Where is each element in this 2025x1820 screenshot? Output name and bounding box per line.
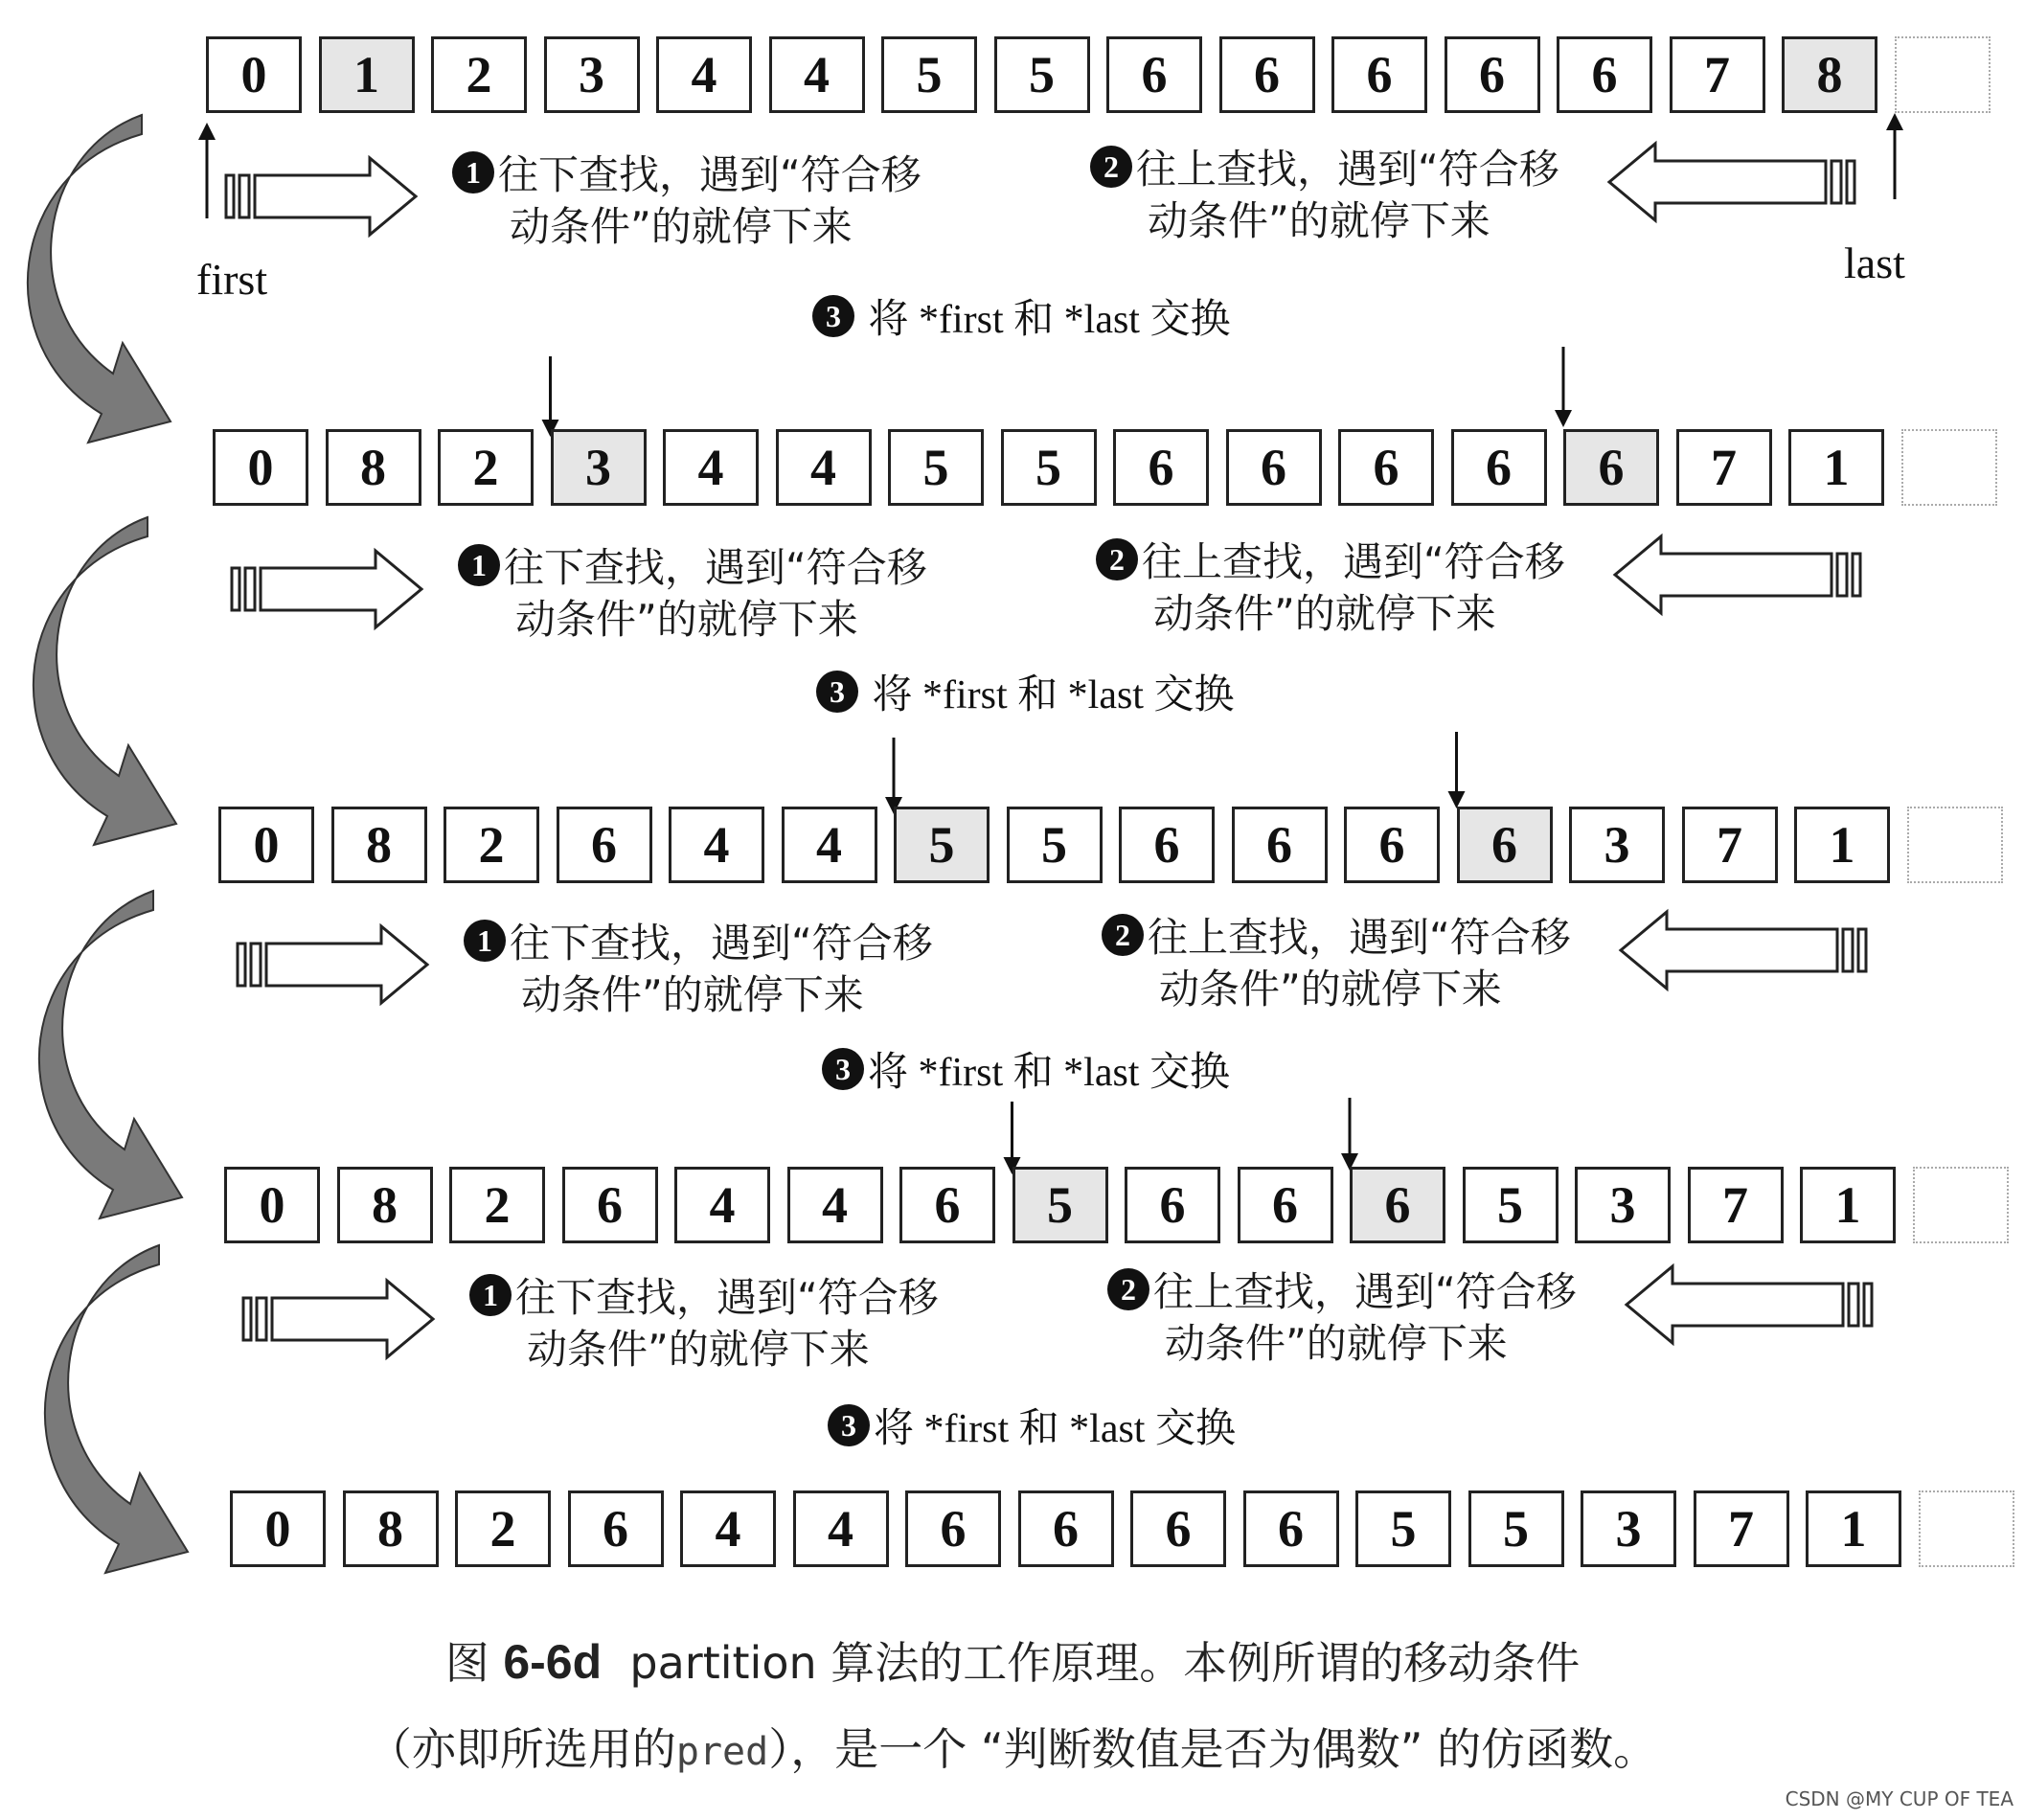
array-cell: 4 <box>669 807 764 883</box>
array-cell: 6 <box>1130 1490 1226 1567</box>
array-cell: 5 <box>888 429 984 506</box>
array-cell: 5 <box>1355 1490 1451 1567</box>
step1-line2: 动条件”的就停下来 <box>515 596 858 643</box>
step1-line1: 往下查找，遇到“符合移 <box>510 920 933 967</box>
up-pointer-icon <box>198 123 216 140</box>
array-cell: 5 <box>994 36 1090 113</box>
left-arrow-icon <box>1615 536 1860 613</box>
step1-note <box>469 1272 939 1376</box>
array-cell: 5 <box>1007 807 1103 883</box>
array-cell: 8 <box>1782 36 1877 113</box>
caption-fig-prefix: 图 <box>444 1637 489 1689</box>
array-end-slot <box>1895 36 1991 113</box>
step2-line1: 往上查找，遇到“符合移 <box>1148 914 1571 961</box>
badge-2: 2 <box>1096 538 1138 580</box>
array-cell: 0 <box>218 807 314 883</box>
step1-note <box>452 149 921 253</box>
array-cell: 6 <box>1113 429 1209 506</box>
step3-note <box>816 671 1234 720</box>
step3-text: 将 *first 和 *last 交换 <box>868 298 1231 342</box>
step3-note <box>822 1048 1230 1098</box>
badge-2: 2 <box>1107 1268 1149 1310</box>
step2-note <box>1107 1266 1577 1370</box>
array-end-slot <box>1913 1167 2009 1243</box>
array-cell: 5 <box>1012 1167 1108 1243</box>
array-cell: 1 <box>1800 1167 1896 1243</box>
array-cell: 6 <box>1238 1167 1333 1243</box>
curved-flow-arrow-icon <box>45 1245 188 1573</box>
left-arrow-icon <box>1627 1266 1872 1343</box>
array-cell: 6 <box>568 1490 664 1567</box>
array-cell: 4 <box>769 36 865 113</box>
caption-line1: partition 算法的工作原理。本例所谓的移动条件 <box>629 1637 1581 1689</box>
array-cell: 6 <box>1226 429 1322 506</box>
step3-text: 将 *first 和 *last 交换 <box>874 1407 1236 1451</box>
badge-2: 2 <box>1090 146 1132 188</box>
array-cell: 4 <box>782 807 877 883</box>
array-cell: 2 <box>438 429 534 506</box>
array-cell: 6 <box>1350 1167 1445 1243</box>
array-cell: 6 <box>1457 807 1553 883</box>
caption-line2-a: （亦即所选用的 <box>367 1723 676 1775</box>
left-arrow-icon <box>1621 912 1866 989</box>
step1-note <box>464 918 933 1021</box>
array-cell: 2 <box>449 1167 545 1243</box>
step2-note <box>1102 912 1571 1015</box>
array-cell: 6 <box>557 807 652 883</box>
array-cell: 4 <box>793 1490 889 1567</box>
array-cell: 2 <box>455 1490 551 1567</box>
array-cell: 4 <box>776 429 872 506</box>
badge-1: 1 <box>464 920 506 962</box>
right-arrow-icon <box>238 926 427 1003</box>
array-cell: 4 <box>656 36 752 113</box>
array-cell: 6 <box>1106 36 1202 113</box>
step2-line2: 动条件”的就停下来 <box>1153 590 1496 637</box>
badge-1: 1 <box>458 544 500 586</box>
array-cell: 6 <box>1338 429 1434 506</box>
badge-1: 1 <box>452 151 494 193</box>
array-cell: 3 <box>1581 1490 1676 1567</box>
badge-1: 1 <box>469 1274 512 1316</box>
array-cell: 7 <box>1688 1167 1784 1243</box>
step3-text: 将 *first 和 *last 交换 <box>868 1051 1230 1095</box>
left-arrow-icon <box>1609 144 1854 220</box>
array-cell: 5 <box>1001 429 1097 506</box>
array-cell: 1 <box>1788 429 1884 506</box>
step1-line1: 往下查找，遇到“符合移 <box>504 544 927 591</box>
array-cell: 6 <box>1119 807 1215 883</box>
badge-3: 3 <box>828 1404 870 1446</box>
curved-flow-arrow-icon <box>34 517 176 845</box>
curved-flow-arrow-icon <box>28 115 171 443</box>
array-cell: 6 <box>1331 36 1427 113</box>
array-cell: 1 <box>1794 807 1890 883</box>
array-cell: 3 <box>1575 1167 1671 1243</box>
watermark-credit: CSDN @MY CUP OF TEA <box>1785 1787 2014 1810</box>
step1-line2: 动条件”的就停下来 <box>521 971 864 1018</box>
array-cell: 0 <box>213 429 308 506</box>
right-arrow-icon <box>232 551 421 627</box>
array-cell: 2 <box>444 807 539 883</box>
array-end-slot <box>1901 429 1997 506</box>
badge-3: 3 <box>812 295 854 337</box>
array-cell: 6 <box>899 1167 995 1243</box>
array-cell: 7 <box>1694 1490 1789 1567</box>
array-cell: 6 <box>1445 36 1540 113</box>
array-cell: 6 <box>1219 36 1315 113</box>
array-cell: 8 <box>337 1167 433 1243</box>
array-cell: 1 <box>319 36 415 113</box>
badge-3: 3 <box>822 1048 864 1090</box>
array-cell: 0 <box>206 36 302 113</box>
array-cell: 4 <box>787 1167 883 1243</box>
step1-line2: 动条件”的就停下来 <box>527 1326 870 1373</box>
figure-caption-line1 <box>0 1628 2025 1692</box>
array-cell: 0 <box>224 1167 320 1243</box>
array-cell: 6 <box>1557 36 1652 113</box>
right-arrow-icon <box>243 1281 433 1357</box>
step1-note <box>458 542 927 646</box>
caption-fig-number: 6-6d <box>503 1635 603 1689</box>
step2-line2: 动条件”的就停下来 <box>1165 1320 1508 1367</box>
array-cell: 2 <box>431 36 527 113</box>
array-cell: 5 <box>1463 1167 1559 1243</box>
array-cell: 4 <box>663 429 759 506</box>
right-arrow-icon <box>226 158 416 235</box>
array-cell: 6 <box>905 1490 1001 1567</box>
array-cell: 5 <box>881 36 977 113</box>
step2-line2: 动条件”的就停下来 <box>1159 966 1502 1012</box>
step2-note <box>1090 144 1559 247</box>
step1-line1: 往下查找，遇到“符合移 <box>498 151 921 198</box>
array-cell: 7 <box>1670 36 1765 113</box>
step2-line1: 往上查找，遇到“符合移 <box>1153 1268 1577 1315</box>
step2-note <box>1096 536 1565 640</box>
array-cell: 8 <box>331 807 427 883</box>
step2-line2: 动条件”的就停下来 <box>1148 197 1490 244</box>
first-label: first <box>196 255 268 304</box>
array-cell: 6 <box>1232 807 1328 883</box>
last-label: last <box>1844 239 1905 287</box>
curved-flow-arrow-icon <box>39 891 182 1218</box>
array-end-slot <box>1907 807 2003 883</box>
step1-line1: 往下查找，遇到“符合移 <box>515 1274 939 1321</box>
array-cell: 6 <box>1125 1167 1220 1243</box>
array-cell: 6 <box>1243 1490 1339 1567</box>
array-cell: 4 <box>680 1490 776 1567</box>
step3-note <box>812 295 1230 345</box>
array-cell: 1 <box>1806 1490 1901 1567</box>
step1-line2: 动条件”的就停下来 <box>510 203 853 250</box>
array-cell: 8 <box>326 429 421 506</box>
array-cell: 5 <box>1468 1490 1564 1567</box>
array-cell: 6 <box>1563 429 1659 506</box>
array-cell: 3 <box>1569 807 1665 883</box>
array-cell: 0 <box>230 1490 326 1567</box>
step2-line1: 往上查找，遇到“符合移 <box>1136 146 1559 193</box>
step2-line1: 往上查找，遇到“符合移 <box>1142 538 1565 585</box>
caption-code-pred: pred <box>675 1730 769 1774</box>
array-end-slot <box>1919 1490 2014 1567</box>
array-cell: 7 <box>1676 429 1772 506</box>
array-cell: 5 <box>894 807 990 883</box>
array-cell: 6 <box>1018 1490 1114 1567</box>
caption-line2-b: ），是一个 “判断数值是否为偶数” 的仿函数。 <box>768 1723 1658 1775</box>
array-cell: 6 <box>1344 807 1440 883</box>
step3-note <box>828 1404 1236 1454</box>
array-cell: 4 <box>674 1167 770 1243</box>
array-cell: 6 <box>562 1167 658 1243</box>
badge-3: 3 <box>816 671 858 713</box>
array-cell: 3 <box>544 36 640 113</box>
array-cell: 6 <box>1451 429 1547 506</box>
down-pointer-icon <box>1555 410 1572 427</box>
badge-2: 2 <box>1102 914 1144 956</box>
up-pointer-icon <box>1886 113 1903 130</box>
array-cell: 8 <box>343 1490 439 1567</box>
figure-caption-line2 <box>0 1715 2025 1778</box>
array-cell: 3 <box>551 429 647 506</box>
step3-text: 将 *first 和 *last 交换 <box>872 673 1235 717</box>
array-cell: 7 <box>1682 807 1778 883</box>
